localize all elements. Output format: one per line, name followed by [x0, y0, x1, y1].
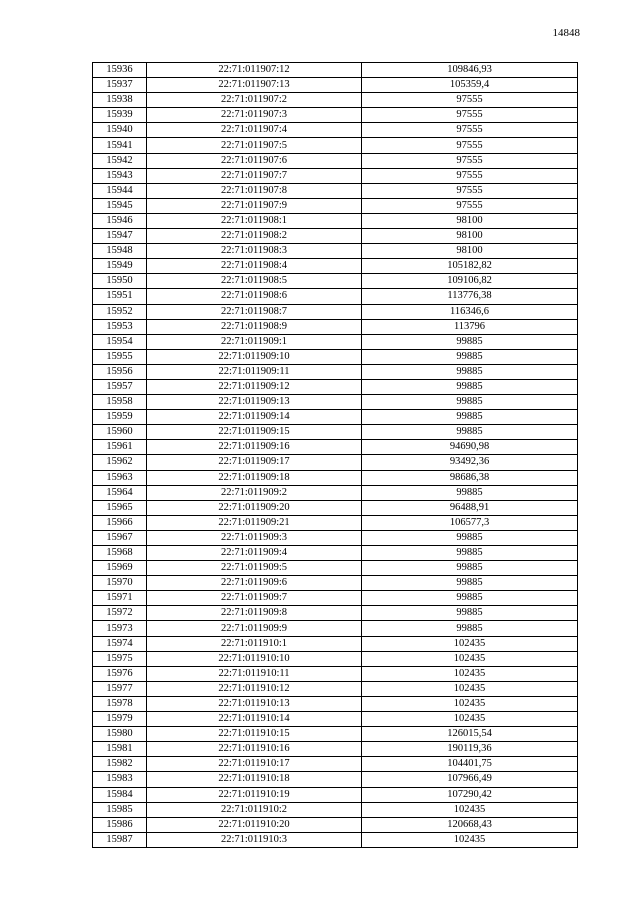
table-row [93, 651, 578, 666]
row-number-cell: 15952 [93, 304, 147, 319]
table-row [93, 712, 578, 727]
cadastral-number-cell: 22:71:011910:13 [147, 696, 362, 711]
row-number-cell: 15940 [93, 123, 147, 138]
table-row [93, 591, 578, 606]
value-cell: 99885 [362, 349, 578, 364]
value-cell: 102435 [362, 666, 578, 681]
table-row [93, 425, 578, 440]
table-row [93, 727, 578, 742]
value-cell: 105359,4 [362, 78, 578, 93]
cadastral-number-cell: 22:71:011908:2 [147, 229, 362, 244]
row-number-cell: 15971 [93, 591, 147, 606]
table-row [93, 289, 578, 304]
value-cell: 102435 [362, 712, 578, 727]
cadastral-number-cell: 22:71:011909:18 [147, 470, 362, 485]
cadastral-number-cell: 22:71:011909:21 [147, 515, 362, 530]
table-row [93, 364, 578, 379]
table-row [93, 485, 578, 500]
cadastral-number-cell: 22:71:011909:5 [147, 561, 362, 576]
row-number-cell: 15972 [93, 606, 147, 621]
value-cell: 94690,98 [362, 440, 578, 455]
value-cell: 97555 [362, 108, 578, 123]
row-number-cell: 15942 [93, 153, 147, 168]
value-cell: 104401,75 [362, 757, 578, 772]
page-number: 14848 [552, 27, 580, 39]
row-number-cell: 15944 [93, 183, 147, 198]
table-row [93, 606, 578, 621]
cadastral-number-cell: 22:71:011909:9 [147, 621, 362, 636]
table-row [93, 259, 578, 274]
cadastral-number-cell: 22:71:011910:18 [147, 772, 362, 787]
value-cell: 116346,6 [362, 304, 578, 319]
row-number-cell: 15937 [93, 78, 147, 93]
value-cell: 99885 [362, 606, 578, 621]
value-cell: 107966,49 [362, 772, 578, 787]
value-cell: 97555 [362, 183, 578, 198]
cadastral-number-cell: 22:71:011909:16 [147, 440, 362, 455]
value-cell: 99885 [362, 591, 578, 606]
value-cell: 99885 [362, 334, 578, 349]
table-row [93, 334, 578, 349]
row-number-cell: 15978 [93, 696, 147, 711]
row-number-cell: 15965 [93, 500, 147, 515]
table-row [93, 244, 578, 259]
cadastral-number-cell: 22:71:011909:12 [147, 379, 362, 394]
cadastral-number-cell: 22:71:011908:7 [147, 304, 362, 319]
row-number-cell: 15964 [93, 485, 147, 500]
value-cell: 97555 [362, 138, 578, 153]
row-number-cell: 15966 [93, 515, 147, 530]
table-row [93, 395, 578, 410]
table-row [93, 168, 578, 183]
table-row [93, 470, 578, 485]
row-number-cell: 15962 [93, 455, 147, 470]
cadastral-number-cell: 22:71:011910:17 [147, 757, 362, 772]
row-number-cell: 15982 [93, 757, 147, 772]
value-cell: 99885 [362, 621, 578, 636]
row-number-cell: 15984 [93, 787, 147, 802]
row-number-cell: 15975 [93, 651, 147, 666]
row-number-cell: 15970 [93, 576, 147, 591]
table-row [93, 213, 578, 228]
row-number-cell: 15980 [93, 727, 147, 742]
value-cell: 102435 [362, 696, 578, 711]
value-cell: 98686,38 [362, 470, 578, 485]
row-number-cell: 15968 [93, 546, 147, 561]
table-row [93, 576, 578, 591]
table-row [93, 757, 578, 772]
table-row [93, 621, 578, 636]
cadastral-number-cell: 22:71:011908:9 [147, 319, 362, 334]
row-number-cell: 15987 [93, 832, 147, 847]
value-cell: 99885 [362, 576, 578, 591]
table-row [93, 742, 578, 757]
value-cell: 102435 [362, 832, 578, 847]
value-cell: 99885 [362, 425, 578, 440]
value-cell: 97555 [362, 168, 578, 183]
value-cell: 106577,3 [362, 515, 578, 530]
cadastral-number-cell: 22:71:011907:13 [147, 78, 362, 93]
value-cell: 126015,54 [362, 727, 578, 742]
table-row [93, 515, 578, 530]
row-number-cell: 15979 [93, 712, 147, 727]
cadastral-number-cell: 22:71:011910:10 [147, 651, 362, 666]
table-row [93, 153, 578, 168]
cadastral-number-cell: 22:71:011907:3 [147, 108, 362, 123]
value-cell: 120668,43 [362, 817, 578, 832]
cadastral-number-cell: 22:71:011909:20 [147, 500, 362, 515]
row-number-cell: 15941 [93, 138, 147, 153]
table-body [93, 63, 578, 848]
cadastral-number-cell: 22:71:011909:17 [147, 455, 362, 470]
table-row [93, 138, 578, 153]
row-number-cell: 15961 [93, 440, 147, 455]
table-row [93, 229, 578, 244]
table-row [93, 93, 578, 108]
value-cell: 96488,91 [362, 500, 578, 515]
value-cell: 190119,36 [362, 742, 578, 757]
row-number-cell: 15983 [93, 772, 147, 787]
cadastral-number-cell: 22:71:011909:2 [147, 485, 362, 500]
value-cell: 99885 [362, 530, 578, 545]
row-number-cell: 15974 [93, 636, 147, 651]
table-row [93, 319, 578, 334]
row-number-cell: 15939 [93, 108, 147, 123]
cadastral-number-cell: 22:71:011909:3 [147, 530, 362, 545]
value-cell: 113776,38 [362, 289, 578, 304]
table-row [93, 63, 578, 78]
cadastral-number-cell: 22:71:011908:5 [147, 274, 362, 289]
value-cell: 97555 [362, 123, 578, 138]
row-number-cell: 15976 [93, 666, 147, 681]
table-row [93, 696, 578, 711]
cadastral-number-cell: 22:71:011909:8 [147, 606, 362, 621]
cadastral-number-cell: 22:71:011909:15 [147, 425, 362, 440]
cadastral-number-cell: 22:71:011910:19 [147, 787, 362, 802]
row-number-cell: 15955 [93, 349, 147, 364]
cadastral-number-cell: 22:71:011910:11 [147, 666, 362, 681]
row-number-cell: 15951 [93, 289, 147, 304]
table-row [93, 198, 578, 213]
table-row [93, 817, 578, 832]
row-number-cell: 15981 [93, 742, 147, 757]
value-cell: 97555 [362, 153, 578, 168]
cadastral-number-cell: 22:71:011908:1 [147, 213, 362, 228]
value-cell: 98100 [362, 229, 578, 244]
cadastral-number-cell: 22:71:011907:12 [147, 63, 362, 78]
cadastral-number-cell: 22:71:011910:12 [147, 681, 362, 696]
row-number-cell: 15977 [93, 681, 147, 696]
table-row [93, 410, 578, 425]
table-row [93, 123, 578, 138]
row-number-cell: 15954 [93, 334, 147, 349]
cadastral-value-table [92, 62, 578, 848]
row-number-cell: 15948 [93, 244, 147, 259]
table-row [93, 681, 578, 696]
table-row [93, 455, 578, 470]
value-cell: 109846,93 [362, 63, 578, 78]
table-row [93, 772, 578, 787]
cadastral-number-cell: 22:71:011909:4 [147, 546, 362, 561]
value-cell: 99885 [362, 546, 578, 561]
row-number-cell: 15958 [93, 395, 147, 410]
cadastral-number-cell: 22:71:011909:7 [147, 591, 362, 606]
cadastral-number-cell: 22:71:011910:20 [147, 817, 362, 832]
value-cell: 113796 [362, 319, 578, 334]
value-cell: 99885 [362, 364, 578, 379]
value-cell: 102435 [362, 681, 578, 696]
cadastral-number-cell: 22:71:011908:6 [147, 289, 362, 304]
cadastral-number-cell: 22:71:011909:11 [147, 364, 362, 379]
value-cell: 98100 [362, 213, 578, 228]
value-cell: 102435 [362, 651, 578, 666]
row-number-cell: 15945 [93, 198, 147, 213]
table-row [93, 500, 578, 515]
row-number-cell: 15946 [93, 213, 147, 228]
table-row [93, 349, 578, 364]
cadastral-number-cell: 22:71:011907:7 [147, 168, 362, 183]
value-cell: 99885 [362, 395, 578, 410]
table-row [93, 802, 578, 817]
cadastral-number-cell: 22:71:011907:9 [147, 198, 362, 213]
value-cell: 99885 [362, 379, 578, 394]
row-number-cell: 15938 [93, 93, 147, 108]
row-number-cell: 15959 [93, 410, 147, 425]
row-number-cell: 15985 [93, 802, 147, 817]
table-row [93, 561, 578, 576]
cadastral-number-cell: 22:71:011907:5 [147, 138, 362, 153]
value-cell: 93492,36 [362, 455, 578, 470]
cadastral-number-cell: 22:71:011910:1 [147, 636, 362, 651]
value-cell: 107290,42 [362, 787, 578, 802]
cadastral-number-cell: 22:71:011907:4 [147, 123, 362, 138]
cadastral-number-cell: 22:71:011909:14 [147, 410, 362, 425]
value-cell: 97555 [362, 93, 578, 108]
table-row [93, 183, 578, 198]
row-number-cell: 15967 [93, 530, 147, 545]
value-cell: 97555 [362, 198, 578, 213]
cadastral-number-cell: 22:71:011910:2 [147, 802, 362, 817]
cadastral-number-cell: 22:71:011908:4 [147, 259, 362, 274]
row-number-cell: 15963 [93, 470, 147, 485]
row-number-cell: 15949 [93, 259, 147, 274]
cadastral-number-cell: 22:71:011910:16 [147, 742, 362, 757]
table-row [93, 304, 578, 319]
cadastral-number-cell: 22:71:011908:3 [147, 244, 362, 259]
row-number-cell: 15947 [93, 229, 147, 244]
cadastral-number-cell: 22:71:011909:13 [147, 395, 362, 410]
row-number-cell: 15956 [93, 364, 147, 379]
cadastral-number-cell: 22:71:011909:6 [147, 576, 362, 591]
row-number-cell: 15953 [93, 319, 147, 334]
value-cell: 109106,82 [362, 274, 578, 289]
table-row [93, 666, 578, 681]
row-number-cell: 15943 [93, 168, 147, 183]
row-number-cell: 15936 [93, 63, 147, 78]
table-row [93, 78, 578, 93]
cadastral-number-cell: 22:71:011909:1 [147, 334, 362, 349]
cadastral-number-cell: 22:71:011907:6 [147, 153, 362, 168]
row-number-cell: 15973 [93, 621, 147, 636]
value-cell: 98100 [362, 244, 578, 259]
table-row [93, 440, 578, 455]
row-number-cell: 15960 [93, 425, 147, 440]
row-number-cell: 15950 [93, 274, 147, 289]
value-cell: 99885 [362, 561, 578, 576]
table-row [93, 530, 578, 545]
value-cell: 99885 [362, 410, 578, 425]
table-row [93, 832, 578, 847]
cadastral-number-cell: 22:71:011907:8 [147, 183, 362, 198]
table-row [93, 274, 578, 289]
row-number-cell: 15969 [93, 561, 147, 576]
cadastral-number-cell: 22:71:011910:3 [147, 832, 362, 847]
value-cell: 102435 [362, 636, 578, 651]
row-number-cell: 15957 [93, 379, 147, 394]
value-cell: 105182,82 [362, 259, 578, 274]
value-cell: 102435 [362, 802, 578, 817]
table-row [93, 636, 578, 651]
cadastral-number-cell: 22:71:011910:15 [147, 727, 362, 742]
value-cell: 99885 [362, 485, 578, 500]
row-number-cell: 15986 [93, 817, 147, 832]
table-row [93, 108, 578, 123]
table-row [93, 546, 578, 561]
table-row [93, 379, 578, 394]
table-row [93, 787, 578, 802]
cadastral-number-cell: 22:71:011907:2 [147, 93, 362, 108]
cadastral-number-cell: 22:71:011909:10 [147, 349, 362, 364]
cadastral-number-cell: 22:71:011910:14 [147, 712, 362, 727]
